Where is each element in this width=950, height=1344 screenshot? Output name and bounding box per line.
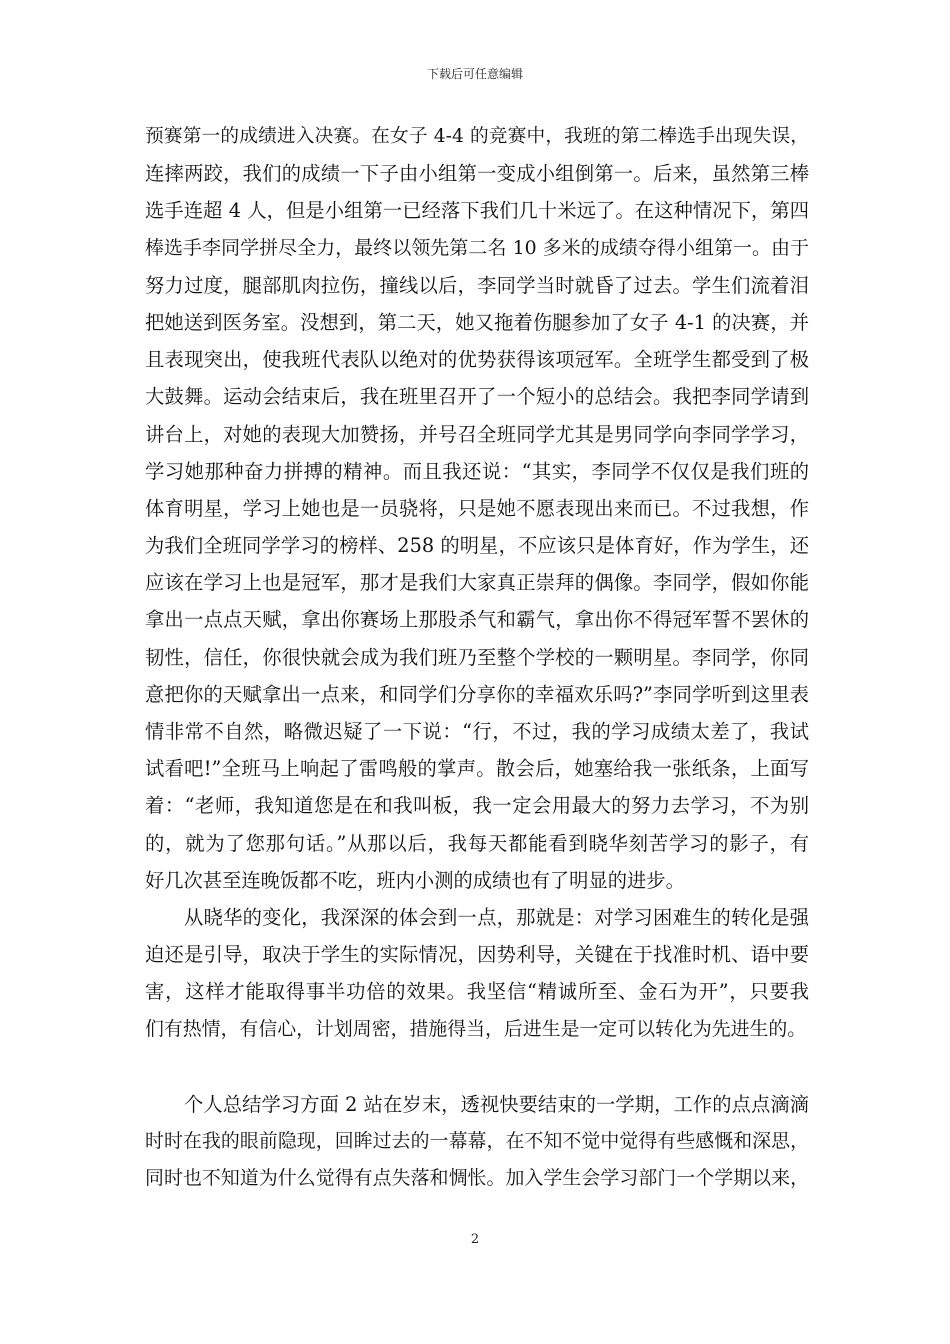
text-line: 应该在学习上也是冠军，那才是我们大家真正崇拜的偶像。李同学，假如你能 — [145, 571, 809, 595]
text-line: 拿出一点点天赋，拿出你赛场上那股杀气和霸气，拿出你不得冠军誓不罢休的 — [145, 608, 809, 632]
text-line: 选手连超 4 人，但是小组第一已经落下我们几十米远了。在这种情况下，第四 — [145, 199, 809, 223]
page-number: 2 — [470, 1232, 480, 1247]
paragraph-1 — [145, 118, 809, 899]
text-line: 体育明星，学习上她也是一员骁将，只是她不愿表现出来而已。不过我想，作 — [145, 496, 809, 520]
text-line: 讲台上，对她的表现大加赞扬，并号召全班同学尤其是男同学向李同学学习， — [145, 422, 809, 446]
text-line: 的，就为了您那句话。”从那以后，我每天都能看到晓华刻苦学习的影子，有 — [145, 831, 809, 855]
text-line: 连摔两跤，我们的成绩一下子由小组第一变成小组倒第一。后来，虽然第三棒 — [145, 162, 809, 186]
text-line: 预赛第一的成绩进入决赛。在女子 4-4 的竞赛中，我班的第二棒选手出现失误， — [145, 126, 809, 147]
text-line: 个人总结学习方面 2 站在岁末，透视快要结束的一学期，工作的点点滴滴 — [184, 1092, 809, 1116]
paragraph-2 — [145, 899, 809, 1048]
text-line: 棒选手李同学拼尽全力，最终以领先第二名 10 多米的成绩夺得小组第一。由于 — [145, 236, 809, 259]
text-line: 韧性，信任，你很快就会成为我们班乃至整个学校的一颗明星。李同学，你同 — [145, 645, 809, 669]
text-line: 情非常不自然，略微迟疑了一下说：“行，不过，我的学习成绩太差了，我试 — [145, 720, 809, 743]
text-line: 努力过度，腿部肌肉拉伤，撞线以后，李同学当时就昏了过去。学生们流着泪 — [145, 273, 809, 297]
text-line: 为我们全班同学学习的榜样、258 的明星，不应该只是体育好，作为学生，还 — [145, 534, 809, 558]
page-header: 下载后可任意编辑 — [426, 67, 523, 81]
text-line: 从晓华的变化，我深深的体会到一点，那就是：对学习困难生的转化是强 — [184, 905, 809, 929]
text-line: 们有热情，有信心，计划周密，措施得当，后进生是一定可以转化为先进生的。 — [145, 1017, 807, 1040]
text-line: 把她送到医务室。没想到，第二天，她又拖着伤腿参加了女子 4-1 的决赛，并 — [145, 310, 809, 334]
text-line: 试看吧!”全班马上响起了雷鸣般的掌声。散会后，她塞给我一张纸条，上面写 — [145, 757, 809, 781]
text-line: 时时在我的眼前隐现，回眸过去的一幕幕，在不知不觉中觉得有些感慨和深思， — [145, 1129, 809, 1152]
text-line: 意把你的天赋拿出一点来，和同学们分享你的幸福欢乐吗?”李同学听到这里表 — [145, 682, 809, 706]
text-line: 大鼓舞。运动会结束后，我在班里召开了一个短小的总结会。我把李同学请到 — [145, 385, 809, 409]
text-line: 着：“老师，我知道您是在和我叫板，我一定会用最大的努力去学习，不为别 — [145, 794, 809, 818]
document-body — [145, 118, 809, 1197]
paragraph-gap — [145, 1048, 809, 1086]
text-line: 且表现突出，使我班代表队以绝对的优势获得该项冠军。全班学生都受到了极 — [145, 348, 809, 372]
text-line: 害，这样才能取得事半功倍的效果。我坚信“精诚所至、金石为开”，只要我 — [145, 980, 809, 1004]
text-line: 好几次甚至连晚饭都不吃，班内小测的成绩也有了明显的进步。 — [145, 868, 685, 892]
paragraph-3 — [145, 1086, 809, 1198]
text-line: 学习她那种奋力拼搏的精神。而且我还说：“其实，李同学不仅仅是我们班的 — [145, 459, 809, 483]
text-line: 迫还是引导，取决于学生的实际情况，因势利导，关键在于找准时机、语中要 — [145, 943, 809, 967]
text-line: 同时也不知道为什么觉得有点失落和惆怅。加入学生会学习部门一个学期以来， — [145, 1167, 809, 1190]
